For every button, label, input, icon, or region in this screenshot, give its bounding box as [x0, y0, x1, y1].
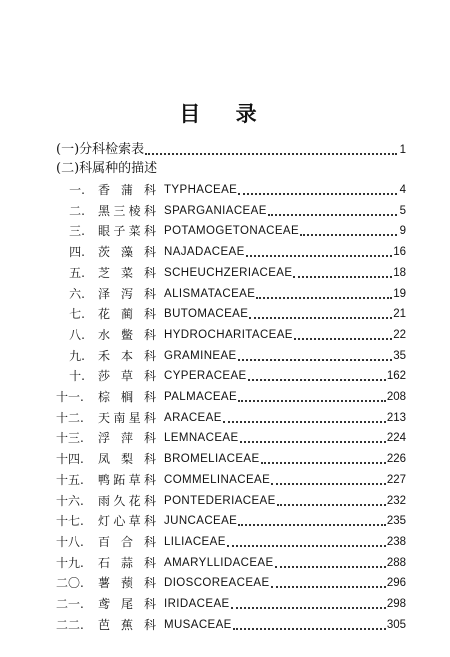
- dot-leader: [261, 456, 386, 464]
- toc-entry[interactable]: [56, 533, 406, 551]
- family-name: 浮萍科: [98, 431, 156, 446]
- toc-entry[interactable]: [56, 326, 406, 344]
- family-name: 黑三棱科: [98, 203, 156, 218]
- page-number: 232: [386, 494, 406, 507]
- page-number: 298: [386, 598, 406, 610]
- toc-entry[interactable]: [56, 367, 406, 385]
- entry-number: 十七.: [56, 514, 84, 529]
- latin-name: DIOSCOREACEAE: [164, 577, 270, 590]
- entry-number: 九.: [69, 348, 85, 363]
- latin-name: BUTOMACEAE: [164, 308, 249, 321]
- page-number: 208: [386, 391, 406, 403]
- dot-leader: [246, 249, 393, 257]
- page-number: 162: [386, 370, 406, 383]
- page-number: 213: [386, 411, 406, 424]
- toc-entry[interactable]: [56, 264, 406, 282]
- latin-name: NAJADACEAE: [164, 246, 245, 259]
- dot-leader: [249, 311, 392, 319]
- toc-entry[interactable]: [56, 574, 406, 592]
- entry-number: 十四.: [56, 452, 84, 467]
- page-number: 305: [386, 618, 406, 631]
- toc-entry[interactable]: [56, 450, 406, 468]
- page-number: 296: [386, 577, 406, 590]
- latin-name: MUSACEAE: [164, 618, 232, 631]
- entry-number: 七.: [69, 307, 85, 322]
- entry-number: 十三.: [56, 431, 84, 446]
- page-number: 1: [399, 144, 406, 156]
- page-number: 9: [399, 225, 406, 238]
- latin-name: COMMELINACEAE: [164, 473, 271, 486]
- dot-leader: [227, 539, 386, 547]
- entry-number: 二.: [69, 203, 85, 218]
- latin-name: PALMACEAE: [164, 391, 238, 403]
- dot-leader: [294, 332, 392, 340]
- family-name: 禾本科: [98, 348, 156, 363]
- entry-number: 十五.: [56, 472, 84, 487]
- family-name: 天南星科: [98, 410, 156, 425]
- page-number: 19: [393, 287, 406, 300]
- toc-entry[interactable]: [56, 616, 406, 634]
- latin-name: ALISMATACEAE: [164, 287, 256, 300]
- family-name: 泽泻科: [98, 286, 156, 301]
- dot-leader: [233, 622, 386, 630]
- family-name: 莎草科: [98, 369, 156, 384]
- entry-number: 二二.: [56, 617, 84, 632]
- page-title: 目 录: [179, 102, 271, 126]
- family-name: 棕榈科: [98, 390, 156, 404]
- toc-entry[interactable]: [56, 222, 406, 240]
- dot-leader: [275, 560, 386, 568]
- page-number: 4: [399, 184, 406, 196]
- dot-leader: [277, 498, 386, 506]
- toc-entry[interactable]: [56, 492, 406, 510]
- dot-leader: [238, 394, 386, 402]
- toc-entry[interactable]: [56, 181, 406, 199]
- page-number: 22: [393, 328, 406, 341]
- latin-name: PONTEDERIACEAE: [164, 494, 276, 507]
- section-label: (二)科属种的描述: [56, 161, 158, 176]
- page-number: 224: [386, 432, 406, 445]
- family-name: 芝菜科: [98, 265, 156, 280]
- toc-entry[interactable]: [56, 409, 406, 427]
- toc-entry[interactable]: [56, 305, 406, 323]
- dot-leader: [238, 187, 397, 195]
- toc-entry[interactable]: [56, 512, 406, 530]
- dot-leader: [268, 208, 397, 216]
- latin-name: SPARGANIACEAE: [164, 204, 267, 217]
- latin-name: BROMELIACEAE: [164, 453, 260, 466]
- latin-name: LILIACEAE: [164, 535, 226, 548]
- family-name: 香蒲科: [98, 183, 156, 197]
- dot-leader: [271, 477, 386, 485]
- page-number: 21: [393, 308, 406, 321]
- section-label: (一)分科检索表: [56, 142, 145, 157]
- latin-name: CYPERACEAE: [164, 370, 247, 383]
- entry-number: 六.: [69, 286, 85, 301]
- latin-name: HYDROCHARITACEAE: [164, 328, 293, 341]
- entry-number: 十九.: [56, 555, 84, 570]
- entry-number: 十.: [69, 369, 85, 384]
- toc-entry[interactable]: [56, 429, 406, 447]
- family-name: 眼子菜科: [98, 224, 156, 239]
- family-name: 百合科: [98, 534, 156, 549]
- entry-number: 一.: [69, 183, 85, 197]
- latin-name: POTAMOGETONACEAE: [164, 225, 300, 238]
- latin-name: JUNCACEAE: [164, 515, 238, 528]
- page-number: 16: [393, 246, 406, 259]
- family-name: 凤梨科: [98, 452, 156, 467]
- entry-number: 十八.: [56, 534, 84, 549]
- latin-name: IRIDACEAE: [164, 598, 230, 610]
- toc-entry[interactable]: [56, 388, 406, 406]
- latin-name: SCHEUCHZERIACEAE: [164, 266, 293, 279]
- page-number: 227: [386, 473, 406, 486]
- entry-number: 三.: [69, 224, 85, 239]
- family-name: 灯心草科: [98, 514, 156, 529]
- family-name: 水鳖科: [98, 327, 156, 342]
- page-number: 5: [399, 204, 406, 217]
- dot-leader: [248, 373, 386, 381]
- toc-entry[interactable]: [56, 202, 406, 220]
- entry-number: 八.: [69, 327, 85, 342]
- family-name: 薯蓣科: [98, 576, 156, 591]
- latin-name: AMARYLLIDACEAE: [164, 556, 274, 569]
- latin-name: LEMNACEAE: [164, 432, 239, 445]
- dot-leader: [271, 580, 386, 588]
- latin-name: ARACEAE: [164, 411, 222, 424]
- dot-leader: [238, 518, 386, 526]
- entry-number: 四.: [69, 245, 85, 260]
- dot-leader: [145, 147, 397, 155]
- dot-leader: [223, 415, 386, 423]
- toc-section-descriptions: [56, 160, 406, 178]
- dot-leader: [300, 228, 397, 236]
- entry-number: 十六.: [56, 493, 84, 508]
- family-name: 茨藻科: [98, 245, 156, 260]
- toc-entry[interactable]: [56, 243, 406, 261]
- family-name: 芭蕉科: [98, 617, 156, 632]
- toc-entry[interactable]: [56, 471, 406, 489]
- family-name: 雨久花科: [98, 493, 156, 508]
- latin-name: GRAMINEAE: [164, 349, 237, 362]
- page-number: 235: [386, 515, 406, 528]
- page-number: 35: [393, 349, 406, 362]
- entry-number: 十一.: [56, 390, 84, 404]
- page-number: 226: [386, 453, 406, 466]
- toc-entry[interactable]: [56, 554, 406, 572]
- dot-leader: [240, 435, 386, 443]
- entry-number: 十二.: [56, 410, 84, 425]
- toc-section-key[interactable]: [56, 141, 406, 159]
- dot-leader: [231, 601, 386, 609]
- dot-leader: [256, 291, 392, 299]
- latin-name: TYPHACEAE: [164, 184, 238, 196]
- entry-number: 二一.: [56, 597, 84, 611]
- dot-leader: [238, 353, 393, 361]
- family-name: 鸭跖草科: [98, 472, 156, 487]
- page-number: 288: [386, 556, 406, 569]
- page-number: 18: [393, 266, 406, 279]
- toc-entry[interactable]: [56, 595, 406, 613]
- toc-entry[interactable]: [56, 285, 406, 303]
- family-name: 花蔺科: [98, 307, 156, 322]
- page-number: 238: [386, 535, 406, 548]
- dot-leader: [293, 270, 392, 278]
- entry-number: 五.: [69, 265, 85, 280]
- entry-number: 二〇.: [56, 576, 84, 591]
- toc-entry[interactable]: [56, 347, 406, 365]
- family-name: 鸢尾科: [98, 597, 156, 611]
- family-name: 石蒜科: [98, 555, 156, 570]
